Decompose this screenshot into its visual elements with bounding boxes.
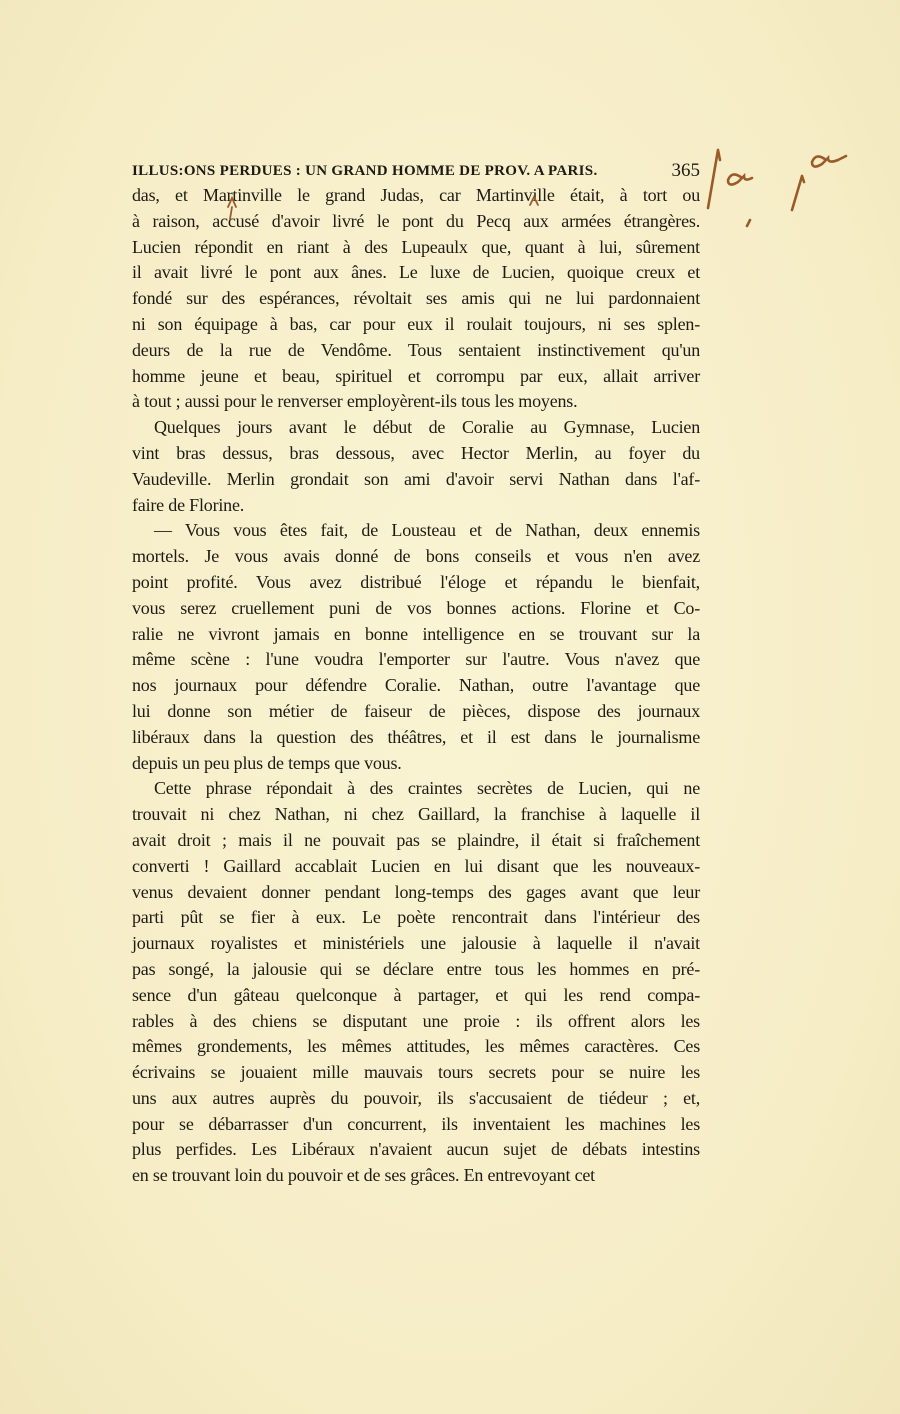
text-line: homme jeune et beau, spirituel et corrompu par eux, allait arriver: [132, 365, 700, 386]
text-line: fondé sur des espérances, révoltait ses amis qui ne lui pardonnaient: [132, 288, 700, 309]
text-line: vous serez cruellement puni de vos bonnes actions. Florine et Co-: [132, 597, 700, 618]
text-line: rables à des chiens se disputant une proie : ils offrent alors les: [132, 1010, 700, 1031]
text-line: lui donne son métier de faiseur de pièces, dispose des journaux: [132, 700, 700, 721]
caret-mark-2: [530, 197, 538, 205]
text-line: Cette phrase répondait à des craintes secrètes de Lucien, qui ne: [154, 778, 700, 799]
text-line: Quelques jours avant le début de Coralie au Gymnase, Lucien: [154, 417, 700, 438]
text-line: pour se débarrasser d'un concurrent, ils inventaient les machines les: [132, 1113, 700, 1134]
text-line: en se trouvant loin du pouvoir et de ses grâces. En entrevoyant cet: [132, 1165, 595, 1186]
text-line: nos journaux pour défendre Coralie. Nathan, outre l'avantage que: [132, 675, 700, 696]
caret-mark-1: [228, 198, 236, 219]
body-text: [132, 183, 700, 1189]
text-line: das, et Martinville le grand Judas, car Martinville était, à tort ou: [132, 185, 700, 205]
text-line: converti ! Gaillard accablait Lucien en lui disant que les nouveaux-: [132, 855, 700, 876]
text-line: écrivains se jouaient mille mauvais tours secrets pour se nuire les: [132, 1062, 700, 1083]
text-line: même scène : l'une voudra l'emporter sur l'autre. Vous n'avez que: [132, 649, 700, 670]
text-line: journaux royalistes et ministériels une jalousie à laquelle il n'avait: [132, 933, 700, 954]
text-line: sence d'un gâteau quelconque à partager, et qui les rend compa-: [132, 984, 700, 1005]
text-line: parti pût se fier à eux. Le poète rencontrait dans l'intérieur des: [132, 907, 700, 928]
text-line: vint bras dessus, bras dessous, avec Hector Merlin, au foyer du: [132, 442, 700, 463]
text-line: ralie ne vivront jamais en bonne intelligence en se trouvant sur la: [132, 623, 700, 644]
page-number: 365: [671, 160, 700, 181]
text-line: deurs de la rue de Vendôme. Tous sentaient instinctivement qu'un: [132, 339, 700, 360]
text-line: avait droit ; mais il ne pouvait pas se plaindre, il était si fraîchement: [132, 829, 700, 850]
text-line: Vaudeville. Merlin grondait son ami d'avoir servi Nathan dans l'af-: [132, 468, 700, 489]
text-line: à tout ; aussi pour le renverser employèrent-ils tous les moyens.: [132, 391, 578, 412]
text-line: faire de Florine.: [132, 494, 245, 515]
insertion-marks: [0, 0, 900, 300]
text-line: à raison, accusé d'avoir livré le pont du Pecq aux armées étrangères.: [132, 210, 700, 231]
text-line: point profité. Vous avez distribué l'éloge et répandu le bienfait,: [132, 571, 700, 592]
text-line: trouvait ni chez Nathan, ni chez Gaillard, la franchise à laquelle il: [132, 804, 700, 825]
text-line: plus perfides. Les Libéraux n'avaient aucun sujet de débats intestins: [132, 1139, 700, 1160]
text-line: libéraux dans la question des théâtres, et il est dans le journalisme: [132, 726, 700, 747]
text-line: depuis un peu plus de temps que vous.: [132, 752, 402, 773]
text-line: il avait livré le pont aux ânes. Le luxe de Lucien, quoique creux et: [132, 262, 700, 283]
text-line: pas songé, la jalousie qui se déclare entre tous les hommes en pré-: [132, 958, 700, 979]
text-line: ni son équipage à bas, car pour eux il roulait toujours, ni ses splen-: [132, 313, 700, 334]
running-title: ILLUS:ONS PERDUES : UN GRAND HOMME DE PROV. A PARIS.: [132, 162, 598, 179]
text-line: mortels. Je vous avais donné de bons conseils et vous n'en avez: [132, 546, 700, 567]
text-line: uns aux autres auprès du pouvoir, ils s'accusaient de tiédeur ; et,: [132, 1087, 700, 1108]
text-line: venus devaient donner pendant long-temps des gages avant que leur: [132, 881, 700, 902]
text-line: Lucien répondit en riant à des Lupeaulx que, quant à lui, sûrement: [132, 236, 700, 257]
text-line: — Vous vous êtes fait, de Lousteau et de Nathan, deux ennemis: [154, 520, 700, 541]
text-line: mêmes grondements, les mêmes attitudes, les mêmes caractères. Ces: [132, 1036, 700, 1057]
